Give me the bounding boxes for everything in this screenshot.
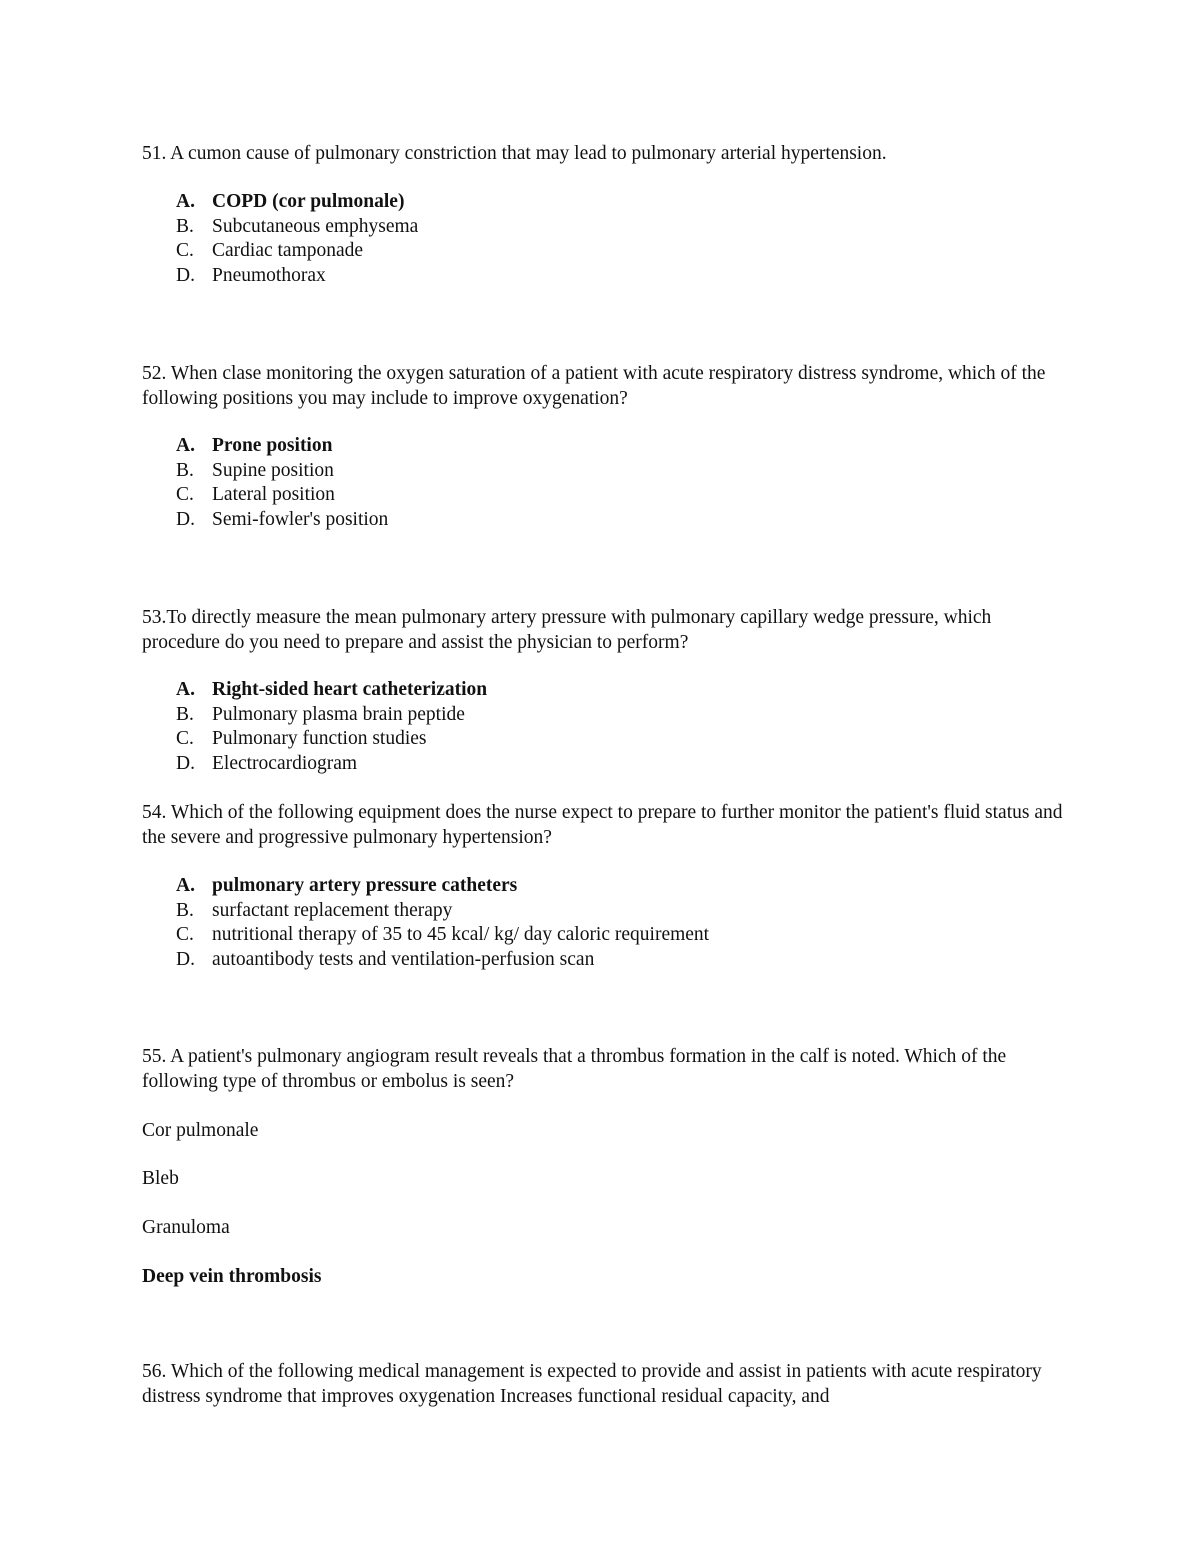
option-label: Pulmonary function studies [212,728,427,750]
option-label: nutritional therapy of 35 to 45 kcal/ kg/ day caloric requirement [212,924,710,946]
option-c: C. nutritional therapy of 35 to 45 kcal/ kg/ day caloric requirement [176,924,710,946]
option-label: pulmonary artery pressure catheters [212,875,518,896]
choice-cor-pulmonale: Cor pulmonale [142,1120,259,1141]
question-53-options [176,678,1056,776]
question-54-options [176,874,1056,972]
option-label: Electrocardiogram [212,752,358,774]
option-label: Pulmonary plasma brain peptide [212,703,465,725]
option-b: B. surfactant replacement therapy [176,899,453,921]
question-52-options [176,434,1056,532]
option-b: B. Supine position [176,459,334,481]
option-a: A. Right-sided heart catheterization [176,679,488,700]
option-c: C. Lateral position [176,484,335,506]
option-c: C. Cardiac tamponade [176,240,364,262]
question-text: 55. A patient's pulmonary angiogram result reveals that a thrombus formation in the calf is noted. Which of the following type of thrombus or embolus is seen? [142,1046,1007,1092]
option-label: Right-sided heart catheterization [212,679,488,700]
question-54 [142,801,1072,850]
option-label: COPD (cor pulmonale) [212,191,405,212]
option-label: Semi-fowler's position [212,508,389,530]
option-d: D. Pneumothorax [176,264,326,286]
question-text: 51. A cumon cause of pulmonary constriction that may lead to pulmonary arterial hypertension. [142,143,887,164]
option-a: A. Prone position [176,435,333,456]
option-b: B. Pulmonary plasma brain peptide [176,703,465,725]
question-52 [142,362,1072,411]
option-label: Supine position [212,459,334,481]
question-text: 52. When clase monitoring the oxygen saturation of a patient with acute respiratory distress syndrome, which of the following positions you may include to improve oxygenation? [142,363,1046,409]
option-b: B. Subcutaneous emphysema [176,215,419,237]
choice-bleb: Bleb [142,1168,179,1189]
option-d: D. Electrocardiogram [176,752,358,774]
option-label: surfactant replacement therapy [212,899,453,921]
question-51-options [176,190,1056,288]
question-53 [142,606,1072,655]
question-55 [142,1045,1072,1094]
option-c: C. Pulmonary function studies [176,728,427,750]
option-label: autoantibody tests and ventilation-perfusion scan [212,948,595,970]
option-d: D. Semi-fowler's position [176,508,389,530]
choice-deep-vein-thrombosis: Deep vein thrombosis [142,1266,322,1287]
question-text: 53.To directly measure the mean pulmonary artery pressure with pulmonary capillary wedge pressure, which procedure do you need to prepare and assist the physician to perform? [142,607,992,653]
choice-granuloma: Granuloma [142,1217,230,1238]
option-a: A. COPD (cor pulmonale) [176,191,405,212]
option-label: Subcutaneous emphysema [212,215,419,237]
option-label: Prone position [212,435,333,456]
question-text: 54. Which of the following equipment does the nurse expect to prepare to further monitor the patient's fluid status and the severe and progressive pulmonary hypertension? [142,802,1063,848]
question-56 [142,1360,1072,1409]
option-label: Cardiac tamponade [212,240,364,262]
option-d: D. autoantibody tests and ventilation-perfusion scan [176,948,595,970]
option-label: Pneumothorax [212,264,326,286]
option-a: A. pulmonary artery pressure catheters [176,875,518,896]
question-text: 56. Which of the following medical management is expected to provide and assist in patients with acute respiratory distress syndrome that improves oxygenation Increases functional residual capacity, and [142,1361,1042,1407]
question-51 [142,142,1072,167]
option-label: Lateral position [212,484,335,506]
